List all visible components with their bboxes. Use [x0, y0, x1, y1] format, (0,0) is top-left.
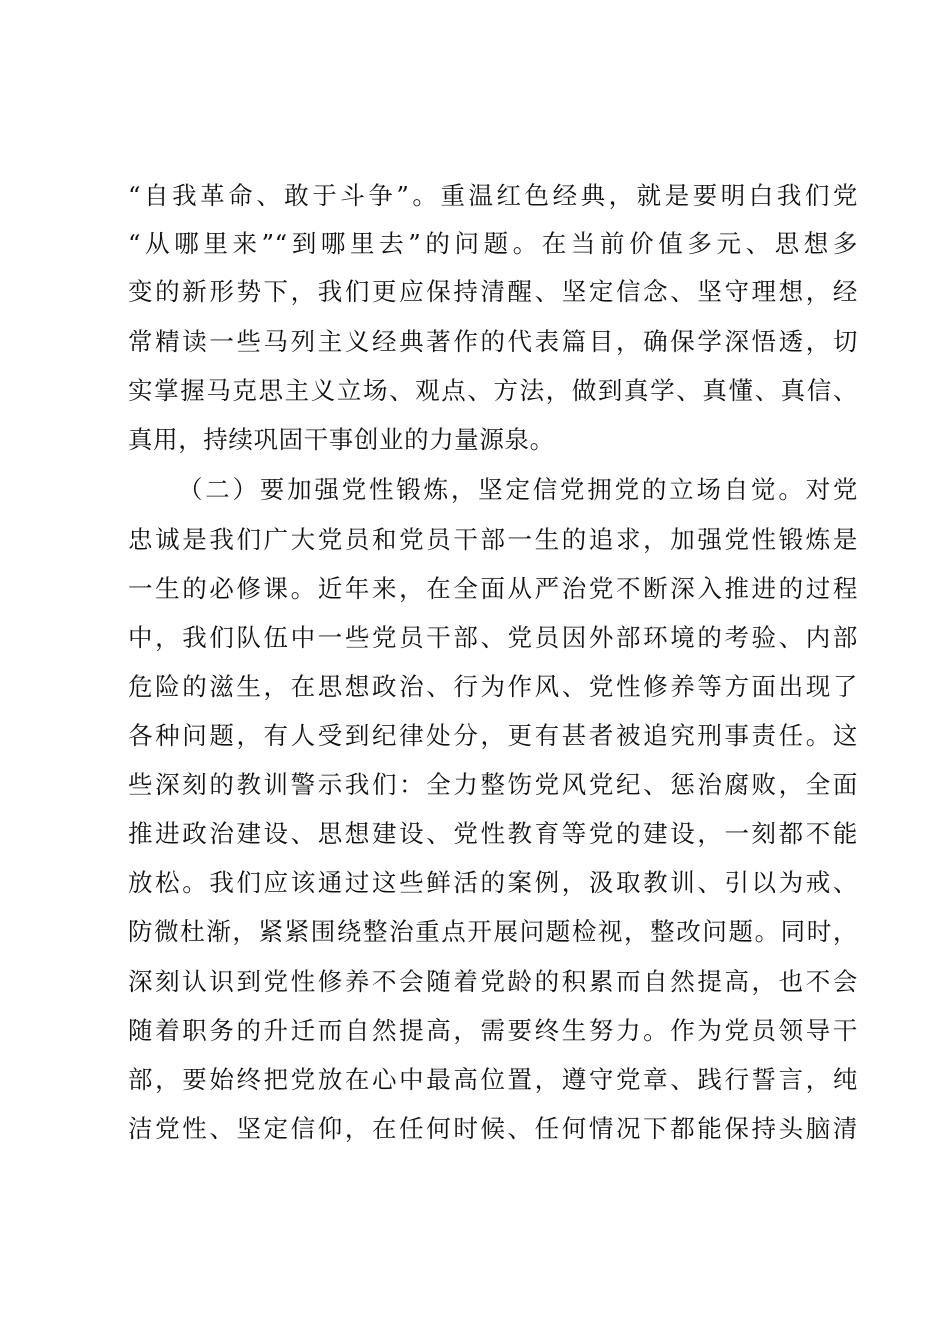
- text-line-8: 忠诚是我们广大党员和党员干部一生的追求，加强党性锻炼是: [128, 525, 858, 554]
- text-line-10: 中，我们队伍中一些党员干部、党员因外部环境的考验、内部: [128, 623, 858, 652]
- text-line-1: “自我革命、敢于斗争”。重温红色经典，就是要明白我们党: [128, 181, 858, 210]
- text-line-5: 实掌握马克思主义立场、观点、方法，做到真学、真懂、真信、: [128, 376, 858, 405]
- text-line-6: 真用，持续巩固干事创业的力量源泉。: [128, 425, 555, 454]
- text-line-9: 一生的必修课。近年来，在全面从严治党不断深入推进的过程: [128, 574, 858, 603]
- text-line-15: 放松。我们应该通过这些鲜活的案例，汲取教训、引以为戒、: [128, 868, 858, 897]
- text-line-11: 危险的滋生，在思想政治、行为作风、党性修养等方面出现了: [128, 672, 858, 701]
- text-line-19: 部，要始终把党放在心中最高位置，遵守党章、践行誓言，纯: [128, 1065, 858, 1094]
- text-line-4: 常精读一些马列主义经典著作的代表篇目，确保学深悟透，切: [128, 327, 858, 356]
- text-line-3: 变的新形势下，我们更应保持清醒、坚定信念、坚守理想，经: [128, 277, 858, 306]
- text-line-20: 洁党性、坚定信仰，在任何时候、任何情况下都能保持头脑清: [128, 1114, 858, 1143]
- text-line-13: 些深刻的教训警示我们：全力整饬党风党纪、惩治腐败，全面: [128, 770, 858, 799]
- text-line-12: 各种问题，有人受到纪律处分，更有甚者被追究刑事责任。这: [128, 721, 858, 750]
- text-line-17: 深刻认识到党性修养不会随着党龄的积累而自然提高，也不会: [128, 967, 858, 996]
- text-line-14: 推进政治建设、思想建设、党性教育等党的建设，一刻都不能: [128, 819, 858, 848]
- text-line-18: 随着职务的升迁而自然提高，需要终生努力。作为党员领导干: [128, 1016, 858, 1045]
- text-line-16: 防微杜渐，紧紧围绕整治重点开展问题检视，整改问题。同时，: [128, 917, 858, 946]
- section-heading-line: （二）要加强党性锻炼，坚定信党拥党的立场自觉。对党: [178, 475, 858, 504]
- text-line-2: “从哪里来”“到哪里去”的问题。在当前价值多元、思想多: [128, 229, 858, 258]
